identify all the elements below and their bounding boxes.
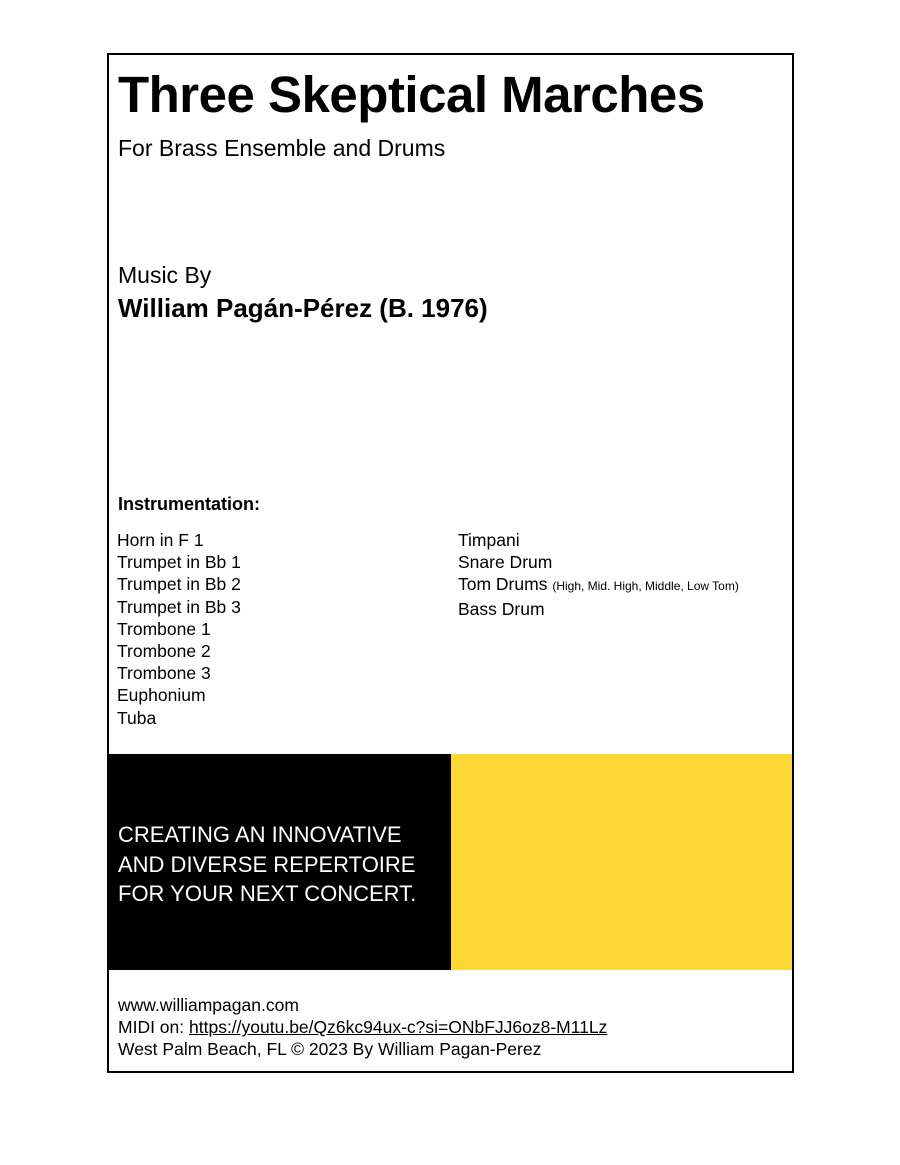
instrument-item: Timpani bbox=[458, 530, 520, 550]
banner-slogan bbox=[118, 820, 416, 909]
instrument-item-tom bbox=[458, 573, 739, 597]
composer-name: William Pagán-Pérez (B. 1976) bbox=[118, 293, 488, 323]
instrument-item: Bass Drum bbox=[458, 598, 545, 619]
slogan-line: FOR YOUR NEXT CONCERT. bbox=[118, 881, 417, 906]
tom-drums-label: Tom Drums bbox=[458, 574, 548, 595]
instrument-item: Trombone 1 bbox=[117, 618, 211, 639]
banner-yellow-panel bbox=[451, 754, 792, 970]
instrument-item: Snare Drum bbox=[458, 552, 553, 573]
instrument-item: Trombone 3 bbox=[117, 663, 211, 684]
page-title: Three Skeptical Marches bbox=[118, 66, 705, 123]
midi-link[interactable]: https://youtu.be/Qz6kc94ux-c?si=ONbFJJ6oz8-M11Lz bbox=[189, 1017, 608, 1038]
website-link[interactable]: www.williampagan.com bbox=[118, 995, 299, 1015]
instrument-item: Euphonium bbox=[117, 685, 206, 706]
instrument-list-percussion bbox=[458, 529, 739, 620]
music-by-label: Music By bbox=[118, 262, 212, 288]
cover-frame bbox=[107, 53, 794, 1073]
promo-banner bbox=[109, 754, 792, 970]
instrumentation-heading: Instrumentation: bbox=[118, 494, 260, 514]
slogan-line: CREATING AN INNOVATIVE bbox=[118, 822, 402, 847]
instrument-item: Tuba bbox=[117, 707, 157, 728]
instrument-item: Trumpet in Bb 1 bbox=[117, 552, 241, 573]
tom-drums-note: (High, Mid. High, Middle, Low Tom) bbox=[552, 579, 739, 594]
midi-label: MIDI on: bbox=[118, 1017, 189, 1038]
instrument-list-brass bbox=[117, 529, 241, 729]
page-subtitle: For Brass Ensemble and Drums bbox=[118, 135, 446, 161]
slogan-line: AND DIVERSE REPERTOIRE bbox=[118, 851, 416, 877]
instrument-item: Horn in F 1 bbox=[117, 530, 204, 550]
copyright-line: West Palm Beach, FL © 2023 By William Pagan-Perez bbox=[118, 1039, 542, 1060]
instrument-item: Trombone 2 bbox=[117, 641, 211, 662]
midi-line bbox=[118, 1016, 607, 1038]
instrument-item: Trumpet in Bb 2 bbox=[117, 574, 241, 595]
footer bbox=[118, 994, 607, 1061]
instrument-item: Trumpet in Bb 3 bbox=[117, 596, 241, 617]
banner-black-panel bbox=[109, 754, 451, 970]
